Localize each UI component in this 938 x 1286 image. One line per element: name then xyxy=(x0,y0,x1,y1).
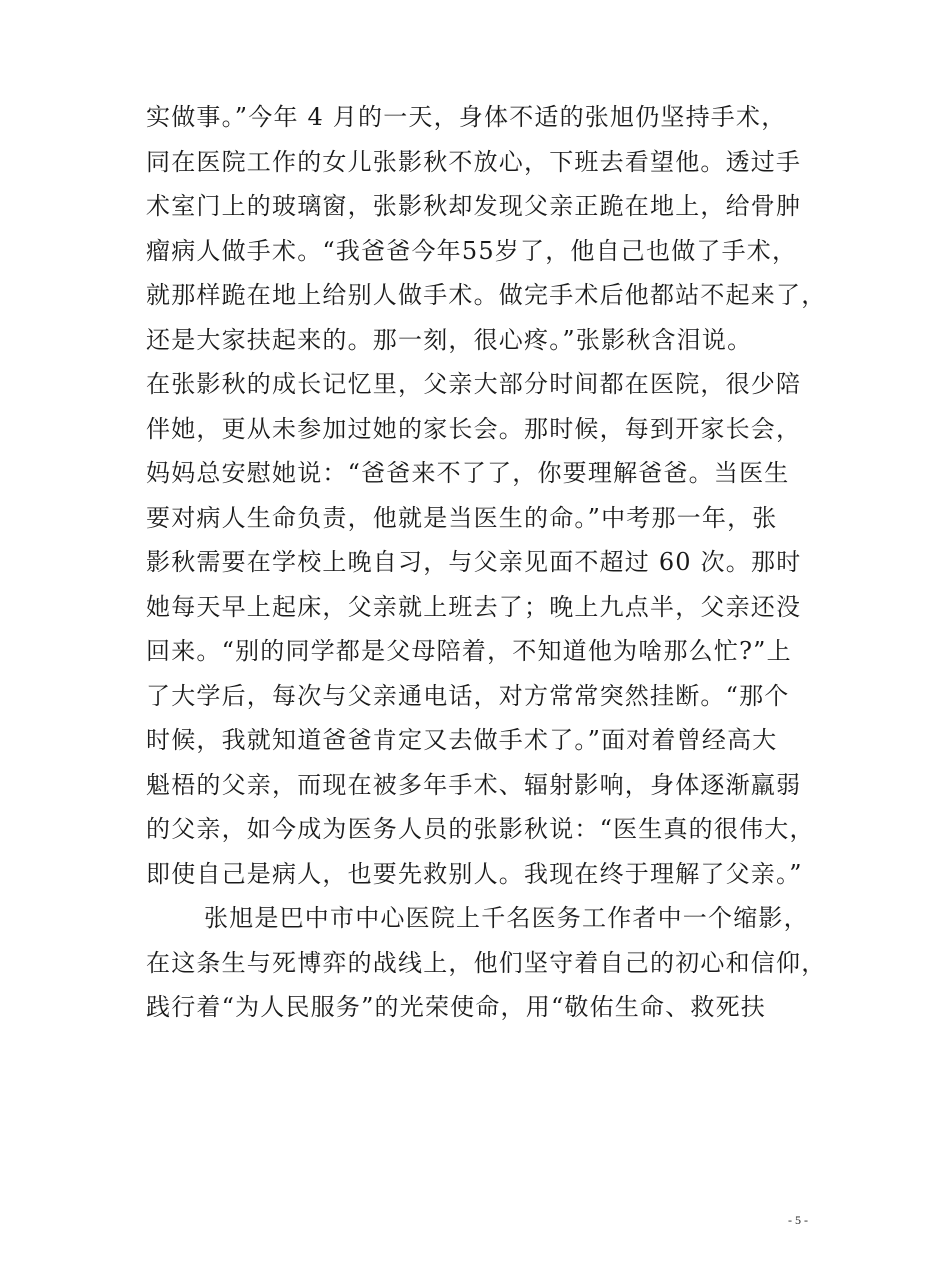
text-line: 影秋需要在学校上晚自习，与父亲见面不超过 60 次。那时 xyxy=(146,548,802,576)
paragraph-start-line: 张旭是巴中市中心医院上千名医务工作者中一个缩影， xyxy=(204,904,809,932)
text-line: 还是大家扶起来的。那一刻，很心疼。”张影秋含泪说。 xyxy=(146,325,753,354)
text-line: 她每天早上起床，父亲就上班去了；晚上九点半，父亲还没 xyxy=(146,592,802,621)
text-line: 了大学后，每次与父亲通电话，对方常常突然挂断。“那个 xyxy=(146,681,790,710)
text-line: 践行着“为人民服务”的光荣使命，用“敬佑生命、救死扶 xyxy=(146,993,767,1021)
text-line: 妈妈总安慰她说：“爸爸来不了了，你要理解爸爸。当医生 xyxy=(146,459,790,487)
text-line: 伴她，更从未参加过她的家长会。那时候，每到开家长会， xyxy=(146,414,802,443)
text-line: 魁梧的父亲，而现在被多年手术、辐射影响，身体逐渐羸弱 xyxy=(146,770,802,799)
page-number: - 5 - xyxy=(788,1213,808,1227)
text-line: 时候，我就知道爸爸肯定又去做手术了。”面对着曾经高大 xyxy=(146,726,778,754)
body-text xyxy=(146,95,836,1030)
text-line: 在这条生与死博弈的战线上，他们坚守着自己的初心和信仰， xyxy=(146,948,827,977)
text-line: 要对病人生命负责，他就是当医生的命。”中考那一年，张 xyxy=(146,503,778,532)
text-line: 的父亲，如今成为医务人员的张影秋说：“医生真的很伟大， xyxy=(146,815,815,843)
text-line: 实做事。”今年 4 月的一天，身体不适的张旭仍坚持手术， xyxy=(146,103,787,131)
text-line: 术室门上的玻璃窗，张影秋却发现父亲正跪在地上，给骨肿 xyxy=(146,192,802,220)
text-line: 在张影秋的成长记忆里，父亲大部分时间都在医院，很少陪 xyxy=(146,370,802,398)
text-line: 即使自己是病人，也要先救别人。我现在终于理解了父亲。” xyxy=(146,859,803,888)
text-line: 同在医院工作的女儿张影秋不放心，下班去看望他。透过手 xyxy=(146,147,802,176)
text-line: 瘤病人做手术。“我爸爸今年55岁了，他自己也做了手术， xyxy=(146,236,798,265)
text-line: 回来。“别的同学都是父母陪着，不知道他为啥那么忙?”上 xyxy=(146,637,792,665)
text-line: 就那样跪在地上给别人做手术。做完手术后他都站不起来了， xyxy=(146,281,827,309)
